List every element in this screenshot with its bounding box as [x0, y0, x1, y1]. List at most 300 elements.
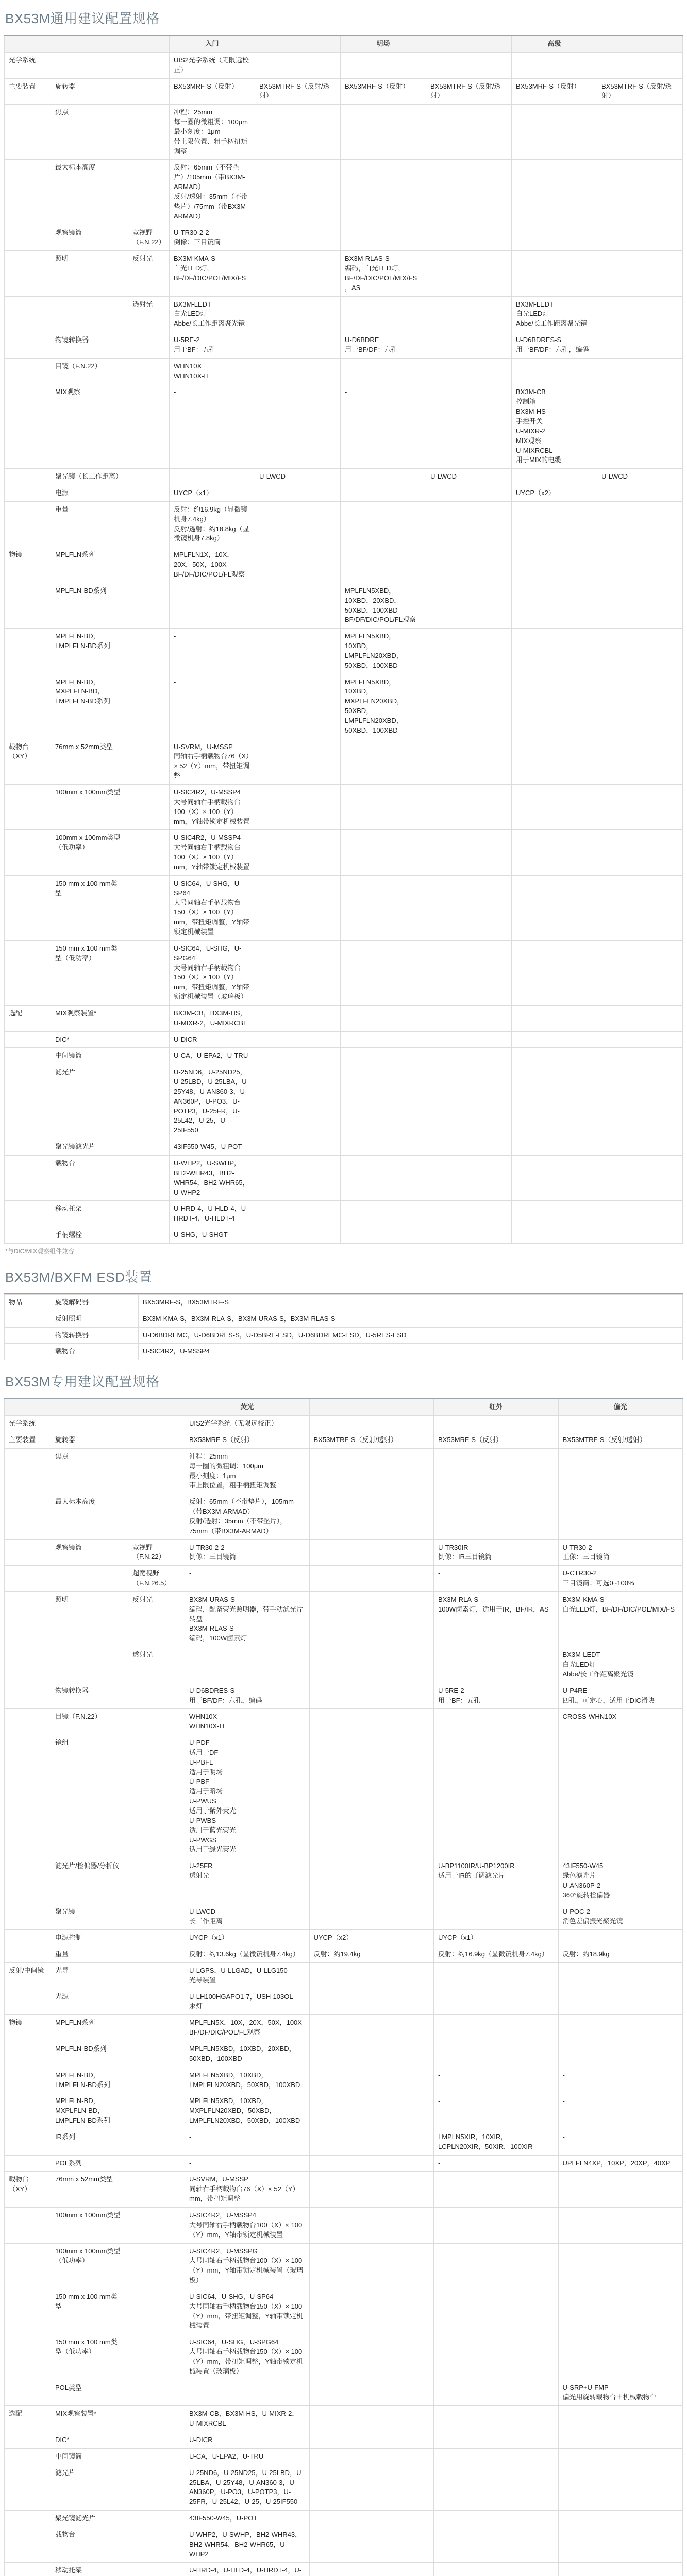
table-cell	[5, 2465, 51, 2510]
table-cell	[309, 2155, 434, 2172]
table-cell	[5, 2041, 51, 2067]
column-header	[309, 1399, 434, 1416]
table-cell	[309, 2093, 434, 2129]
table-row	[5, 1946, 683, 1963]
table-cell	[5, 2380, 51, 2406]
table-row	[5, 2527, 683, 2563]
table-cell: U-POC-2 消色差偏振光聚光镜	[558, 1904, 683, 1930]
table-cell: UYCP（x1）	[185, 1930, 310, 1946]
table-row	[5, 1566, 683, 1592]
table-cell	[128, 1858, 185, 1904]
table-special-container	[4, 1399, 683, 2576]
table-cell	[426, 830, 512, 875]
table-row	[5, 1647, 683, 1683]
table-cell: -	[434, 1989, 559, 2015]
table-cell: 物品	[5, 1294, 51, 1311]
table-cell: U-P4RE 四孔，可定心，适用于DIC滑块	[558, 1683, 683, 1709]
table-cell	[309, 1591, 434, 1647]
table-cell: 重量	[51, 501, 128, 547]
table-cell	[5, 1930, 51, 1946]
table-cell: 反射：65mm（不带垫片）/105mm（带BX3M-ARMAD） 反射/透射：35mm（不带垫片）/75mm（带BX3M-ARMAD）	[170, 160, 255, 225]
section-title-general: BX53M通用建议配置规格	[5, 11, 160, 26]
table-cell: 目镜（F.N.22）	[51, 358, 128, 384]
table-cell	[5, 674, 51, 739]
table-cell: U-D6BDRE 用于BF/DF：六孔	[341, 332, 426, 359]
table-cell	[309, 2067, 434, 2093]
table-cell	[597, 1156, 683, 1201]
table-cell	[426, 332, 512, 359]
table-row	[5, 1494, 683, 1539]
table-cell	[512, 1139, 597, 1156]
table-cell	[309, 2432, 434, 2449]
table-cell	[597, 1005, 683, 1031]
table-cell	[255, 501, 341, 547]
table-cell: MPLFLN系列	[51, 2015, 128, 2041]
table-cell	[512, 1048, 597, 1064]
table-cell	[128, 384, 170, 469]
table-cell	[128, 52, 170, 78]
table-cell	[309, 2563, 434, 2576]
table-cell: MIX观察	[51, 384, 128, 469]
table-cell: 电源	[51, 485, 128, 502]
column-header	[597, 36, 683, 53]
table-row	[5, 1709, 683, 1735]
table-cell: POL系列	[51, 2155, 128, 2172]
table-cell	[5, 1539, 51, 1566]
table-cell: 物镜	[5, 547, 51, 583]
table-cell	[341, 52, 426, 78]
table-cell: 聚光镜滤光片	[51, 2511, 128, 2527]
table-cell: U-HRD-4，U-HLD-4，U-HRDT-4，U-HLDT-4	[170, 1201, 255, 1227]
table-cell	[128, 2380, 185, 2406]
table-cell	[597, 160, 683, 225]
table-cell	[558, 2432, 683, 2449]
table-cell	[5, 296, 51, 332]
table-cell: U-TR30-2-2 倒像：三目镜筒	[185, 1539, 310, 1566]
table-cell: U-SIC64，U-SHG，U-SPG64 大号同轴右手柄载物台150（X）× 100（Y）mm，带扭矩调整，Y轴带锁定机械装置（玻璃板）	[185, 2334, 310, 2380]
table-cell	[558, 2406, 683, 2432]
table-cell	[512, 1064, 597, 1139]
table-cell: 中间镜筒	[51, 1048, 128, 1064]
table-cell: 反射：约13.6kg（显微镜机身7.4kg）	[185, 1946, 310, 1963]
table-cell	[5, 2289, 51, 2334]
table-cell	[512, 1156, 597, 1201]
table-cell: 100mm x 100mm类型	[51, 785, 128, 830]
table-cell	[309, 2243, 434, 2289]
table-row	[5, 830, 683, 875]
table-cell: MPLFLN5XBD，10XBD，MXPLFLN20XBD，50XBD，LMPLFLN20XBD，50XBD，100XBD	[341, 674, 426, 739]
table-cell: 反射：65mm（不带垫片），105mm（带BX3M-ARMAD） 反射/透射：35mm（不带垫片），75mm（带BX3M-ARMAD）	[185, 1494, 310, 1539]
table-row	[5, 1156, 683, 1201]
table-row	[5, 384, 683, 469]
table-cell: -	[558, 2067, 683, 2093]
table-cell	[426, 358, 512, 384]
table-cell: 反射光	[128, 251, 170, 296]
table-cell	[255, 251, 341, 296]
table-cell	[128, 2172, 185, 2208]
table-cell: -	[558, 2129, 683, 2155]
table-row	[5, 296, 683, 332]
table-row	[5, 1327, 683, 1344]
table-cell: BX3M-URAS-S 编码，配备荧光照明器，带手动滤光片转盘 BX3M-RLAS-S 编码，100W卤素灯	[185, 1591, 310, 1647]
table-cell: U-CTR30-2 三目镜筒：可选0~100%	[558, 1566, 683, 1592]
table-cell: 反射：约18.9kg	[558, 1946, 683, 1963]
table-cell	[512, 501, 597, 547]
table-cell: 载物台（XY）	[5, 739, 51, 784]
table-row	[5, 1139, 683, 1156]
table-row	[5, 1448, 683, 1494]
table-cell	[597, 105, 683, 160]
table-cell: 手柄螺栓	[51, 1227, 128, 1244]
table-cell	[128, 785, 170, 830]
column-header	[128, 1399, 185, 1416]
section-title-special: BX53M专用建议配置规格	[5, 1374, 160, 1390]
table-cell: U-D6BDRES-S 用于BF/DF：六孔，编码	[185, 1683, 310, 1709]
table-row	[5, 1294, 683, 1311]
table-row	[5, 2432, 683, 2449]
table-cell	[512, 358, 597, 384]
table-cell	[5, 1709, 51, 1735]
table-cell: DIC*	[51, 2432, 128, 2449]
table-cell	[434, 2527, 559, 2563]
table-cell: BX53MTRF-S（反射/透射）	[309, 1432, 434, 1448]
table-cell: U-CA，U-EPA2，U-TRU	[185, 2448, 310, 2465]
table-cell	[128, 2465, 185, 2510]
table-cell	[5, 1311, 51, 1327]
table-cell	[128, 1005, 170, 1031]
table-cell	[309, 1566, 434, 1592]
table-cell	[426, 739, 512, 784]
table-cell	[558, 2334, 683, 2380]
table-cell	[426, 384, 512, 469]
table-cell: BX53MRF-S（反射）	[341, 78, 426, 105]
table-cell	[128, 2067, 185, 2093]
table-cell: BX3M-CB 控制箱 BX3M-HS 手控开关 U-MIXR-2 MIX观察 U-MIXRCBL 用于MIX的电缆	[512, 384, 597, 469]
table-cell: U-SIC4R2，U-MSSP4 大号同轴右手柄载物台100（X）× 100（Y）mm，Y轴带锁定机械装置	[170, 830, 255, 875]
table-row	[5, 2243, 683, 2289]
table-cell: 透射光	[128, 1647, 185, 1683]
table-cell	[5, 1591, 51, 1647]
table-row	[5, 2015, 683, 2041]
table-cell	[128, 2243, 185, 2289]
table-cell	[597, 940, 683, 1005]
table-cell: UIS2光学系统（无限远校正）	[185, 1416, 310, 1432]
table-cell: BX53MRF-S（反射）	[185, 1432, 310, 1448]
table-cell: UYCP（x2）	[512, 485, 597, 502]
table-cell: U-25ND6，U-25ND25，U-25LBD，U-25LBA，U-25Y48，U-AN360-3，U-AN360P，U-PO3，U-POTP3，U-25FR，U-25L42，U-25，U-25IF550	[170, 1064, 255, 1139]
table-cell: DIC*	[51, 1031, 128, 1048]
table-cell: 旋镜解码器	[51, 1294, 139, 1311]
table-cell	[5, 1735, 51, 1858]
table-cell	[309, 1539, 434, 1566]
table-cell	[128, 2015, 185, 2041]
table-cell: 目镜（F.N.22）	[51, 1709, 128, 1735]
table-row	[5, 1064, 683, 1139]
table-cell: U-5RE-2 用于BF：五孔	[170, 332, 255, 359]
table-row	[5, 52, 683, 78]
table-cell: -	[170, 583, 255, 628]
table-cell	[597, 1201, 683, 1227]
table-cell: 物镜转换器	[51, 332, 128, 359]
table-cell	[128, 2432, 185, 2449]
table-row	[5, 2289, 683, 2334]
table-cell	[5, 1139, 51, 1156]
table-cell	[558, 2448, 683, 2465]
table-cell	[128, 2511, 185, 2527]
table-cell	[434, 2243, 559, 2289]
table-cell	[255, 785, 341, 830]
table-cell: U-WHP2，U-SWHP，BH2-WHR43，BH2-WHR54，BH2-WHR65，U-WHP2	[185, 2527, 310, 2563]
table-cell	[597, 785, 683, 830]
column-header	[128, 36, 170, 53]
table-cell: -	[558, 2093, 683, 2129]
table-cell: BX53MTRF-S（反射/透射）	[597, 78, 683, 105]
table-cell	[128, 1683, 185, 1709]
table-cell	[128, 1416, 185, 1432]
column-header: 偏光	[558, 1399, 683, 1416]
table-cell	[5, 2527, 51, 2563]
table-cell	[128, 2041, 185, 2067]
table-cell: U-DICR	[170, 1031, 255, 1048]
table-cell: U-SIC64，U-SHG，U-SPG64 大号同轴右手柄载物台150（X）× 100（Y）mm，带扭矩调整，Y轴带锁定机械装置（玻璃板）	[170, 940, 255, 1005]
table-cell	[128, 875, 170, 940]
table-cell	[426, 1031, 512, 1048]
table-cell	[309, 2289, 434, 2334]
table-cell	[128, 1448, 185, 1494]
table-cell: MPLFLN-BD，MXPLFLN-BD，LMPLFLN-BD系列	[51, 674, 128, 739]
table-cell	[512, 160, 597, 225]
table-row	[5, 875, 683, 940]
table-cell	[255, 332, 341, 359]
table-cell	[128, 2406, 185, 2432]
table-cell	[597, 485, 683, 502]
table-cell	[128, 2207, 185, 2243]
table-cell: MPLFLN5XBD，10XBD，MXPLFLN20XBD，50XBD，LMPLFLN20XBD，50XBD，100XBD	[185, 2093, 310, 2129]
table-cell	[255, 105, 341, 160]
table-cell: -	[434, 2041, 559, 2067]
table-cell	[309, 1709, 434, 1735]
table-cell	[309, 1494, 434, 1539]
table-cell	[558, 1494, 683, 1539]
table-cell	[128, 2563, 185, 2576]
table-cell: 焦点	[51, 105, 128, 160]
table-cell	[512, 1005, 597, 1031]
table-cell	[512, 629, 597, 674]
table-cell	[255, 1139, 341, 1156]
table-cell	[558, 2527, 683, 2563]
table-cell	[128, 1709, 185, 1735]
table-cell	[597, 251, 683, 296]
table-row	[5, 1735, 683, 1858]
table-cell	[341, 1227, 426, 1244]
table-cell	[426, 583, 512, 628]
table-cell	[5, 2448, 51, 2465]
table-cell	[128, 1735, 185, 1858]
table-cell	[128, 1962, 185, 1989]
table-cell	[341, 1139, 426, 1156]
table-cell	[341, 358, 426, 384]
table-cell	[434, 1709, 559, 1735]
table-cell	[597, 830, 683, 875]
table-cell	[309, 2172, 434, 2208]
table-cell: 超宽视野（F.N.26.5）	[128, 1566, 185, 1592]
table-row	[5, 2041, 683, 2067]
table-cell: 最大标本高度	[51, 160, 128, 225]
table-cell: U-D6BDREMC，U-D6BDRES-S，U-D5BRE-ESD，U-D6BDREMC-ESD，U-5RES-ESD	[139, 1327, 683, 1344]
table-cell	[5, 1566, 51, 1592]
table-esd-container	[4, 1294, 683, 1360]
table-cell	[434, 2465, 559, 2510]
table-cell: 照明	[51, 1591, 128, 1647]
table-row	[5, 1227, 683, 1244]
table-cell	[426, 160, 512, 225]
table-cell	[255, 225, 341, 251]
table-cell	[255, 583, 341, 628]
table-row	[5, 583, 683, 628]
table-cell: BX3M-LEDT 白光LED灯 Abbe/长工作距离聚光镜	[558, 1647, 683, 1683]
table-cell	[128, 2093, 185, 2129]
table-cell: U-SRP+U-FMP 偏光用旋转载物台＋机械载物台	[558, 2380, 683, 2406]
table-cell	[255, 160, 341, 225]
table-cell: -	[558, 1735, 683, 1858]
table-cell	[51, 52, 128, 78]
table-cell	[434, 2563, 559, 2576]
table-cell	[512, 583, 597, 628]
table-cell	[512, 1201, 597, 1227]
table-cell	[128, 674, 170, 739]
table-cell	[5, 1031, 51, 1048]
table-cell: -	[185, 1647, 310, 1683]
table-cell	[128, 1930, 185, 1946]
table-cell	[5, 105, 51, 160]
table-cell	[128, 1946, 185, 1963]
table-cell	[309, 2334, 434, 2380]
table-cell: BX53MTRF-S（反射/透射）	[255, 78, 341, 105]
table-cell	[309, 1683, 434, 1709]
table-cell: BX53MRF-S（反射）	[434, 1432, 559, 1448]
table-cell: 反射：约19.4kg	[309, 1946, 434, 1963]
table-cell	[558, 1416, 683, 1432]
table-row	[5, 1539, 683, 1566]
table-cell	[426, 251, 512, 296]
table-cell	[5, 1156, 51, 1201]
table-cell	[341, 1156, 426, 1201]
table-cell	[5, 2093, 51, 2129]
column-header	[426, 36, 512, 53]
table-cell: -	[434, 1647, 559, 1683]
table-cell	[255, 739, 341, 784]
table-cell	[512, 785, 597, 830]
table-cell	[426, 875, 512, 940]
table-cell: 43IF550-W45 绿色滤光片 U-AN360P-2 360°旋转检偏器	[558, 1858, 683, 1904]
table-row	[5, 2448, 683, 2465]
column-header: 明场	[341, 36, 426, 53]
table-row	[5, 2093, 683, 2129]
table-cell	[426, 1201, 512, 1227]
table-cell	[341, 547, 426, 583]
table-cell	[5, 1064, 51, 1139]
table-cell	[309, 2511, 434, 2527]
table-cell	[597, 629, 683, 674]
table-cell: 中间镜筒	[51, 2448, 128, 2465]
table-cell	[597, 384, 683, 469]
table-cell	[5, 2207, 51, 2243]
table-cell	[128, 1904, 185, 1930]
table-cell: U-LWCD 长工作距离	[185, 1904, 310, 1930]
table-cell	[512, 940, 597, 1005]
table-row	[5, 629, 683, 674]
table-cell	[309, 1647, 434, 1683]
table-cell	[128, 583, 170, 628]
table-cell: 载物台（XY）	[5, 2172, 51, 2208]
table-cell	[597, 332, 683, 359]
table-cell	[5, 830, 51, 875]
table-general-container	[4, 36, 683, 1256]
table-cell: MIX观察装置*	[51, 2406, 128, 2432]
table-cell	[128, 1432, 185, 1448]
table-cell: LMPLN5XIR，10XIR，LCPLN20XIR，50XIR，100XIR	[434, 2129, 559, 2155]
table-cell: 滤光片/检偏器/分析仪	[51, 1858, 128, 1904]
table-cell	[5, 940, 51, 1005]
table-cell: MPLFLN5XBD，10XBD，LMPLFLN20XBD，50XBD，100XBD	[185, 2067, 310, 2093]
table-row	[5, 1031, 683, 1048]
table-cell: U-CA，U-EPA2，U-TRU	[170, 1048, 255, 1064]
section-title-esd: BX53M/BXFM ESD装置	[5, 1269, 153, 1285]
table-row	[5, 1005, 683, 1031]
table-cell: 物镜	[5, 2015, 51, 2041]
table-cell: 聚光镜（长工作距离）	[51, 469, 128, 485]
table-cell: -	[434, 1566, 559, 1592]
table-cell	[51, 296, 128, 332]
table-cell	[426, 1048, 512, 1064]
table-cell: U-BP1100IR/U-BP1200IR 适用于IR的可调滤光片	[434, 1858, 559, 1904]
table-cell	[5, 2432, 51, 2449]
table-cell	[341, 296, 426, 332]
table-cell: MPLFLN-BD系列	[51, 583, 128, 628]
table-cell: 100mm x 100mm类型	[51, 2207, 128, 2243]
table-cell: MPLFLN5XBD，10XBD，20XBD，50XBD，100XBD BF/DF/DIC/POL/FL观察	[341, 583, 426, 628]
table-cell	[255, 1048, 341, 1064]
table-row	[5, 2563, 683, 2576]
table-cell	[255, 629, 341, 674]
table-cell	[426, 940, 512, 1005]
table-cell	[255, 296, 341, 332]
table-cell: 聚光镜滤光片	[51, 1139, 128, 1156]
table-row	[5, 358, 683, 384]
table-cell: MPLFLN系列	[51, 547, 128, 583]
table-cell: -	[170, 629, 255, 674]
table-cell	[5, 1344, 51, 1360]
table-cell	[5, 1904, 51, 1930]
table-row	[5, 2406, 683, 2432]
table-cell: MPLFLN-BD，MXPLFLN-BD，LMPLFLN-BD系列	[51, 2093, 128, 2129]
table-cell: U-PDF 适用于DF U-PBFL 适用于明场 U-PBF 适用于暗场 U-PWUS 适用于紫外荧光 U-PWBS 适用于蓝光荧光 U-PWGS 适用于绿光荧光	[185, 1735, 310, 1858]
table-row	[5, 1416, 683, 1432]
table-cell	[434, 1448, 559, 1494]
table-cell	[5, 1647, 51, 1683]
table-row	[5, 2380, 683, 2406]
table-cell: U-WHP2，U-SWHP，BH2-WHR43，BH2-WHR54，BH2-WHR65，U-WHP2	[170, 1156, 255, 1201]
table-cell: -	[434, 2015, 559, 2041]
table-cell: BX3M-LEDT 白光LED灯 Abbe/长工作距离聚光镜	[512, 296, 597, 332]
table-cell	[255, 547, 341, 583]
table-cell	[128, 739, 170, 784]
column-header: 荧光	[185, 1399, 310, 1416]
table-cell	[128, 501, 170, 547]
table-cell: U-TR30-2-2 倒像：三目镜筒	[170, 225, 255, 251]
column-header: 高级	[512, 36, 597, 53]
table-cell	[128, 160, 170, 225]
